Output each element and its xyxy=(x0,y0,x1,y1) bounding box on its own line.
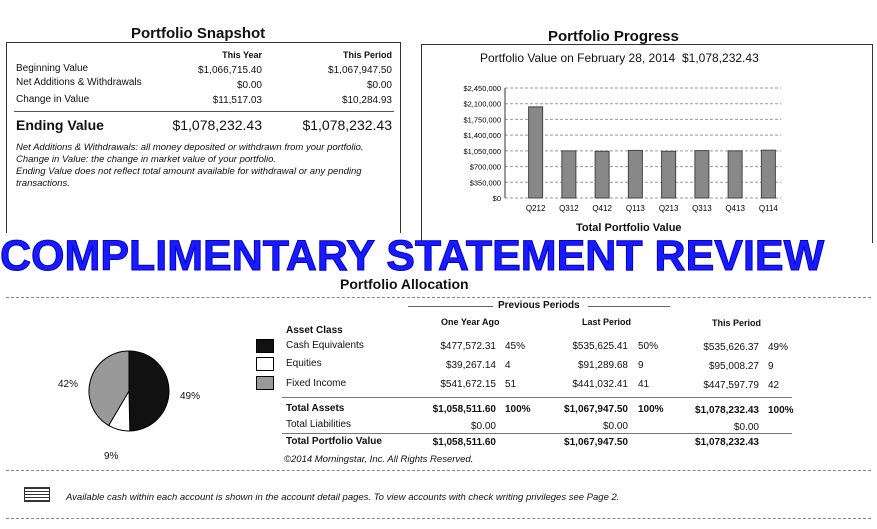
asset-last-pct: 9 xyxy=(638,360,644,371)
snapshot-note: Net Additions & Withdrawals: all money deposited or withdrawn from your portfolio. xyxy=(16,142,364,153)
total-assets-label: Total Assets xyxy=(286,403,345,414)
col-last-period: Last Period xyxy=(582,317,632,327)
chart-ytick-label: $2,450,000 xyxy=(463,84,501,93)
pie-label-equities: 9% xyxy=(104,451,119,462)
total-value-this: $1,078,232.43 xyxy=(695,437,759,448)
chart-xtick-label: Q412 xyxy=(592,204,612,213)
ending-value-label: Ending Value xyxy=(16,117,104,133)
chart-ytick-label: $350,000 xyxy=(469,178,501,188)
divider xyxy=(588,306,670,307)
snapshot-row-label: Beginning Value xyxy=(16,63,89,74)
chart-ytick-label: $1,050,000 xyxy=(463,146,501,156)
chart-xtick-label: Q213 xyxy=(658,204,679,213)
legend-swatch-cash xyxy=(256,339,274,353)
chart-ytick-label: $0 xyxy=(492,194,501,203)
total-liabilities-one-year: $0.00 xyxy=(470,421,496,432)
chart-bar xyxy=(562,151,576,198)
snapshot-row-period: $1,067,947.50 xyxy=(328,65,392,76)
snapshot-col-period: This Period xyxy=(342,50,392,60)
chart-bar xyxy=(728,151,742,198)
total-liabilities-this: $0.00 xyxy=(733,422,759,433)
asset-one-year: $39,267.14 xyxy=(445,360,496,371)
asset-last-pct: 41 xyxy=(638,379,650,390)
total-assets-one-pct: 100% xyxy=(505,404,531,415)
snapshot-row-period: $0.00 xyxy=(366,80,392,91)
asset-one-pct: 45% xyxy=(505,341,526,352)
progress-subtitle: Portfolio Value on February 28, 2014 xyxy=(480,51,676,65)
asset-one-year: $541,672.15 xyxy=(440,379,496,390)
snapshot-note: Change in Value: the change in market value of your portfolio. xyxy=(16,154,277,165)
asset-one-pct: 4 xyxy=(505,360,511,371)
chart-bar xyxy=(595,151,609,198)
legend-swatch-equities xyxy=(256,357,274,371)
total-assets-this-pct: 100% xyxy=(768,405,794,416)
legend-swatch-fixed-income xyxy=(256,376,274,390)
chart-xtick-label: Q212 xyxy=(525,204,546,213)
ending-value-period: $1,078,232.43 xyxy=(302,117,392,133)
col-this-period: This Period xyxy=(712,318,762,328)
asset-class-header: Asset Class xyxy=(286,325,343,336)
allocation-bottom-rule xyxy=(6,470,871,471)
check-icon xyxy=(24,487,50,502)
asset-name: Equities xyxy=(286,358,322,369)
chart-bar xyxy=(761,150,775,198)
divider xyxy=(408,306,493,307)
asset-last: $441,032.41 xyxy=(572,379,628,390)
asset-this: $535,626.37 xyxy=(703,342,759,353)
snapshot-row-year: $11,517.03 xyxy=(212,95,262,106)
bar-chart xyxy=(421,70,871,220)
asset-this-pct: 9 xyxy=(768,361,774,372)
snapshot-col-year: This Year xyxy=(222,50,262,60)
divider xyxy=(282,433,792,434)
pie-label-fixed: 42% xyxy=(58,379,79,390)
pie-label-cash: 49% xyxy=(180,391,201,402)
previous-periods-label: Previous Periods xyxy=(498,300,580,311)
pie-slice-cash xyxy=(129,351,169,431)
footer-rule xyxy=(6,518,871,519)
footer-note: Available cash within each account is shown in the account detail pages. To view accounts with check writing privileges see Page 2. xyxy=(66,492,620,503)
chart-ytick-label: $2,100,000 xyxy=(463,99,501,109)
ending-value-year: $1,078,232.43 xyxy=(172,117,262,133)
asset-last: $535,625.41 xyxy=(572,341,628,352)
total-assets-one-year: $1,058,511.60 xyxy=(432,404,496,415)
allocation-title: Portfolio Allocation xyxy=(340,276,469,292)
chart-bar xyxy=(529,107,543,198)
snapshot-row-period: $10,284.93 xyxy=(341,95,392,106)
chart-xtick-label: Q413 xyxy=(725,204,745,213)
total-liabilities-last: $0.00 xyxy=(602,421,628,432)
asset-name: Cash Equivalents xyxy=(286,340,364,351)
total-assets-last-pct: 100% xyxy=(638,404,664,415)
progress-value: $1,078,232.43 xyxy=(682,51,759,65)
chart-ytick-label: $1,750,000 xyxy=(463,115,501,125)
asset-last-pct: 50% xyxy=(638,341,659,352)
asset-this-pct: 42 xyxy=(768,380,780,391)
asset-this: $447,597.79 xyxy=(703,380,759,391)
snapshot-note: Ending Value does not reflect total amount available for withdrawal or any pending xyxy=(16,166,362,177)
snapshot-row-year: $0.00 xyxy=(236,80,262,91)
asset-name: Fixed Income xyxy=(286,378,347,389)
total-liabilities-label: Total Liabilities xyxy=(286,419,352,430)
snapshot-title: Portfolio Snapshot xyxy=(131,25,266,42)
chart-ytick-label: $1,400,000 xyxy=(463,131,501,141)
chart-xtick-label: Q113 xyxy=(625,204,645,213)
chart-legend-title: Total Portfolio Value xyxy=(576,222,682,234)
asset-this-pct: 49% xyxy=(768,342,789,353)
asset-one-pct: 51 xyxy=(505,379,517,390)
snapshot-row-label: Net Additions & Withdrawals xyxy=(16,77,142,88)
chart-xtick-label: Q114 xyxy=(758,204,778,213)
chart-bar xyxy=(695,151,709,198)
chart-bar xyxy=(662,151,676,198)
chart-bar xyxy=(628,150,642,198)
asset-this: $95,008.27 xyxy=(708,361,759,372)
watermark-text: COMPLIMENTARY STATEMENT REVIEW xyxy=(0,232,825,280)
divider xyxy=(282,397,792,398)
snapshot-row-year: $1,066,715.40 xyxy=(198,65,262,76)
total-value-one-year: $1,058,511.60 xyxy=(432,437,496,448)
asset-last: $91,289.68 xyxy=(577,360,628,371)
copyright: ©2014 Morningstar, Inc. All Rights Reserved. xyxy=(284,454,474,465)
snapshot-note: transactions. xyxy=(16,178,70,189)
allocation-pie xyxy=(84,346,174,436)
snapshot-row-label: Change in Value xyxy=(16,94,90,105)
divider xyxy=(14,111,394,112)
allocation-rule xyxy=(6,297,871,298)
chart-ytick-label: $700,000 xyxy=(469,162,501,172)
total-assets-last: $1,067,947.50 xyxy=(564,404,628,415)
total-assets-this: $1,078,232.43 xyxy=(695,405,759,416)
total-value-last: $1,067,947.50 xyxy=(564,437,628,448)
asset-one-year: $477,572.31 xyxy=(440,341,496,352)
chart-xtick-label: Q313 xyxy=(692,204,712,213)
chart-xtick-label: Q312 xyxy=(559,204,579,213)
progress-title: Portfolio Progress xyxy=(548,28,679,45)
col-one-year: One Year Ago xyxy=(441,317,500,327)
total-value-label: Total Portfolio Value xyxy=(286,436,382,447)
